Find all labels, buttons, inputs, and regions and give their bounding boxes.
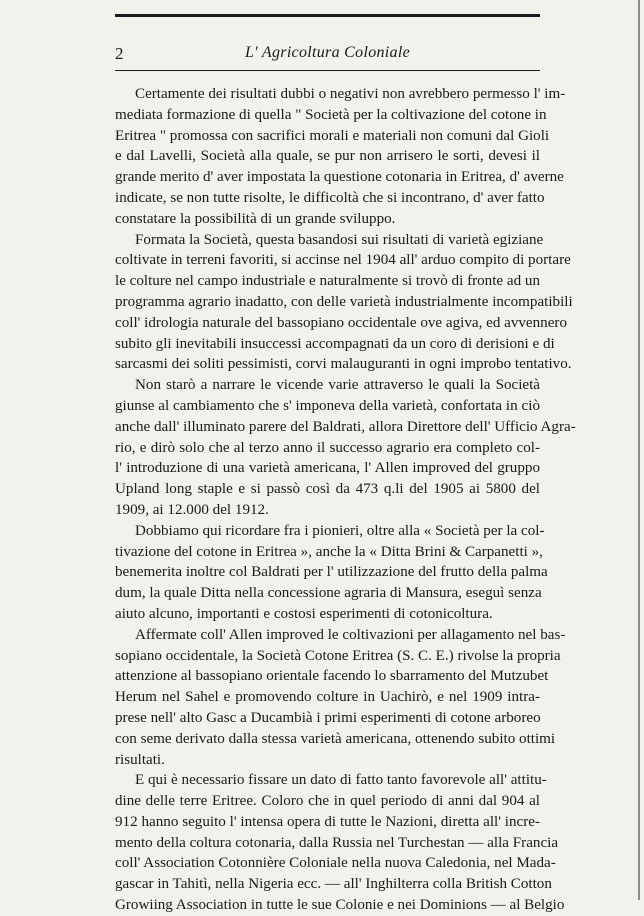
text-line: rio, e dirò solo che al terzo anno il successo agrario era completo col- <box>115 439 540 456</box>
text-line: 912 hanno seguito l' intensa opera di tutte le Nazioni, diretta all' incre- <box>115 813 540 830</box>
paragraph <box>115 625 566 771</box>
page-number: 2 <box>115 44 124 63</box>
text-line: Growiing Association in tutte le sue Colonie e nei Dominions — al Belgio <box>115 897 565 914</box>
text-line: dum, la quale Ditta nella concessione agraria di Mansura, eseguì senza <box>115 585 542 602</box>
text-line: 1909, ai 12.000 del 1912. <box>115 501 269 518</box>
header-rule <box>115 70 540 71</box>
text-line: coltivate in terreni favoriti, si accinse nel 1904 all' arduo compito di portare <box>115 252 571 269</box>
text-line: constatare la possibilità di un grande sviluppo. <box>115 210 396 227</box>
text-line: E qui è necessario fissare un dato di fatto tanto favorevole all' attitu- <box>135 772 547 789</box>
text-line: l' introduzione di una varietà americana, l' Allen improved del gruppo <box>115 460 540 477</box>
text-line: Eritrea " promossa con sacrifici morali e materiali non comuni dal Gioli <box>115 127 550 144</box>
text-line: coll' Association Cotonnière Coloniale nella nuova Caledonia, nel Mada- <box>115 855 556 872</box>
text-line: Herum nel Sahel e promovendo colture in Uachirò, e nel 1909 intra- <box>115 689 540 706</box>
text-line: anche dall' illuminato parere del Baldrati, allora Direttore dell' Ufficio Agra- <box>115 418 576 435</box>
text-line: risultati. <box>115 751 165 768</box>
text-line: gascar in Tahitì, nella Nigeria ecc. — all' Inghilterra colla British Cotton <box>115 876 552 893</box>
text-line: indicate, se non tutte risolte, le difficoltà che si incontrano, d' aver fatto <box>115 189 545 206</box>
text-line: prese nell' alto Gasc a Ducambià i primi esperimenti di cotone arboreo <box>115 709 541 726</box>
text-line: programma agrario inadatto, con delle varietà industrialmente incompatibili <box>115 293 573 310</box>
paragraph <box>115 521 548 625</box>
page-edge-shadow <box>638 0 640 900</box>
text-line: giunse al cambiamento che s' imponeva della varietà, confortata in ciò <box>115 397 540 414</box>
paragraph <box>115 230 573 376</box>
paragraph <box>115 375 576 521</box>
text-line: Upland long staple e si passò così da 473 q.li del 1905 ai 5800 del <box>115 481 540 498</box>
text-line: tivazione del cotone in Eritrea », anche la « Ditta Brini & Carpanetti », <box>115 543 543 560</box>
body-text <box>115 84 576 916</box>
text-line: le colture nel campo industriale e naturalmente si trovò di fronte ad un <box>115 273 540 290</box>
text-line: benemerita inoltre col Baldrati per l' utilizzazione del frutto della palma <box>115 564 548 581</box>
text-line: con seme derivato dalla stessa varietà americana, ottenendo subito ottimi <box>115 730 556 747</box>
top-rule <box>115 14 540 17</box>
text-line: Affermate coll' Allen improved le coltivazioni per allagamento nel bas- <box>135 626 566 643</box>
text-line: aiuto alcuno, importanti e costosi esperimenti di cotonicoltura. <box>115 605 493 622</box>
text-line: coll' idrologia naturale del bassopiano occidentale ove agiva, ed avvennero <box>115 314 568 331</box>
text-line: Formata la Società, questa basandosi sui risultati di varietà egiziane <box>135 231 544 248</box>
text-line: sopiano occidentale, la Società Cotone Eritrea (S. C. E.) rivolse la propria <box>115 647 561 664</box>
text-line: e dal Lavelli, Società alla quale, se pur non arrisero le sorti, devesi il <box>115 148 540 165</box>
text-line: Dobbiamo qui ricordare fra i pionieri, oltre alla « Società per la col- <box>135 522 545 539</box>
running-title: L' Agricoltura Coloniale <box>244 44 410 61</box>
text-line: mediata formazione di quella " Società per la coltivazione del cotone in <box>115 106 547 123</box>
page-header <box>115 44 540 68</box>
text-line: sarcasmi dei soliti pessimisti, corvi malauguranti in ogni improbo tentativo. <box>115 356 572 373</box>
text-line: attenzione al bassopiano orientale facendo lo sbarramento del Mutzubet <box>115 668 549 685</box>
paragraph <box>115 770 565 916</box>
text-line: dine delle terre Eritree. Coloro che in quel periodo di anni dal 904 al <box>115 793 540 810</box>
text-line: subito gli inevitabili insuccessi accompagnati da un coro di derisioni e di <box>115 335 555 352</box>
paragraph <box>115 84 566 230</box>
text-line: mento della coltura cotonaria, dalla Russia nel Turchestan — alla Francia <box>115 834 559 851</box>
text-line: grande merito d' aver impostata la questione cotonaria in Eritrea, d' averne <box>115 169 564 186</box>
text-line: Certamente dei risultati dubbi o negativi non avrebbero permesso l' im- <box>135 86 566 102</box>
text-line: Non starò a narrare le vicende varie attraverso le quali la Società <box>135 377 540 394</box>
